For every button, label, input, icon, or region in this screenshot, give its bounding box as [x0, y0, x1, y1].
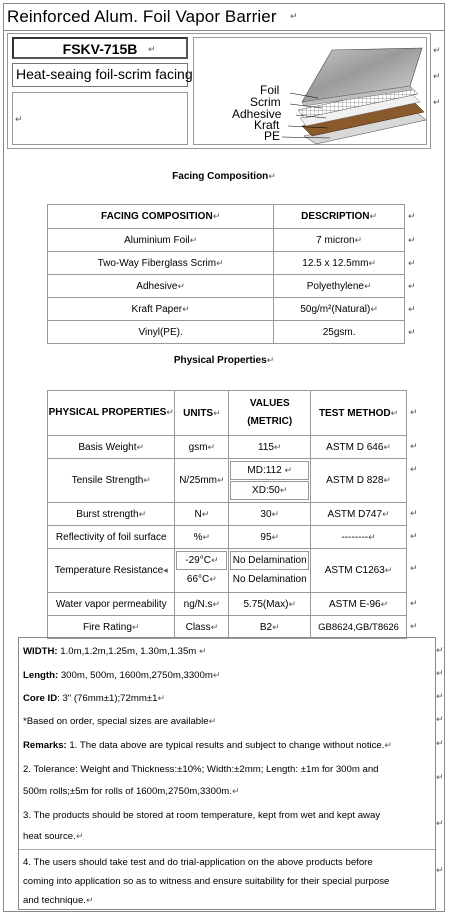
table-row — [48, 616, 407, 639]
cell-property: Basis Weight↵ — [48, 436, 175, 459]
page-title: Reinforced Alum. Foil Vapor Barrier — [7, 7, 277, 26]
cell-test-method: ASTM C1263↵ — [311, 549, 407, 593]
return-mark-icon: ↵ — [408, 212, 416, 222]
cell-unit — [175, 549, 229, 593]
spec-remarks: Remarks: 1. The data above are typical results and subject to change without notice.↵ — [23, 740, 392, 751]
spec-note-4-line-1: 4. The users should take test and do trial-application on the above products before — [23, 857, 373, 868]
cell-description: 25gsm. — [274, 321, 405, 344]
return-mark-icon: ↵ — [436, 819, 444, 829]
physical-section-label: Physical Properties — [173, 355, 267, 366]
spec-note-3-line-2: heat source.↵ — [23, 831, 84, 842]
cell-property: Reflectivity of foil surface — [48, 526, 175, 549]
return-mark-icon: ↵ — [15, 115, 23, 125]
col-header-property: PHYSICAL PROPERTIES↵ — [48, 391, 175, 436]
spec-note-4-line-3: and technique.↵ — [23, 895, 94, 906]
physical-properties-table — [47, 390, 407, 639]
col-header-facing: FACING COMPOSITION↵ — [48, 205, 274, 229]
table-row — [48, 229, 405, 252]
document-frame — [3, 3, 445, 912]
table-row — [48, 321, 405, 344]
cell-unit: %↵ — [175, 526, 229, 549]
return-mark-icon: ↵ — [148, 45, 156, 55]
sub-cell-high-result: No Delamination — [232, 574, 307, 585]
sub-cell-xd: XD:50↵ — [230, 481, 309, 500]
facing-section-label: Facing Composition — [172, 171, 269, 182]
physical-section-title: Physical Properties↵ — [173, 355, 275, 366]
cell-description: 50g/m²(Natural)↵ — [274, 298, 405, 321]
spec-note-2-line-1: 2. Tolerance: Weight and Thickness:±10%; Width:±2mm; Length: ±1m for 300m and — [23, 764, 379, 775]
return-mark-icon: ↵ — [436, 739, 444, 749]
cell-test-method: GB8624,GB/T8626 — [311, 616, 407, 639]
table-row — [48, 503, 407, 526]
return-mark-icon: ↵ — [408, 328, 416, 338]
sub-cell-low-result: No Delamination — [230, 551, 309, 570]
cell-unit: N/25mm↵ — [175, 459, 229, 503]
title-row — [4, 4, 444, 31]
spec-note-2-line-2: 500m rolls;±5m for rolls of 1600m,2750m,3300m.↵ — [23, 786, 240, 797]
return-mark-icon: ↵ — [433, 72, 441, 82]
cell-value — [229, 549, 311, 593]
layer-label-adhesive: Adhesive — [232, 107, 282, 121]
spec-core-id: Core ID: 3" (76mm±1);72mm±1↵ — [23, 693, 165, 704]
cell-property: Water vapor permeability — [48, 593, 175, 616]
return-mark-icon: ↵ — [410, 622, 418, 632]
return-mark-icon: ↵ — [408, 305, 416, 315]
return-mark-icon: ↵ — [290, 12, 298, 22]
spec-length: Length: 300m, 500m, 1600m,2750m,3300m↵ — [23, 670, 221, 681]
cell-property: Fire Rating↵ — [48, 616, 175, 639]
return-mark-icon: ↵ — [410, 509, 418, 519]
cell-test-method: ASTM E-96↵ — [311, 593, 407, 616]
cell-unit: ng/N.s↵ — [175, 593, 229, 616]
return-mark-icon: ↵ — [408, 236, 416, 246]
cell-test-method: ASTM D747↵ — [311, 503, 407, 526]
col-header-test-method: TEST METHOD↵ — [311, 391, 407, 436]
cell-value: B2↵ — [229, 616, 311, 639]
return-mark-icon: ↵ — [436, 692, 444, 702]
col-header-units: UNITS↵ — [175, 391, 229, 436]
cell-value: 5.75(Max)↵ — [229, 593, 311, 616]
layer-label-pe: PE — [264, 129, 281, 143]
col-header-values: VALUES (METRIC) — [229, 391, 311, 436]
return-mark-icon: ↵ — [410, 599, 418, 609]
sub-cell-high-temp: 66°C↵ — [186, 574, 217, 585]
layer-diagram — [194, 38, 426, 144]
product-code-box — [12, 37, 188, 59]
spec-divider — [19, 849, 435, 850]
facing-section-title: Facing Composition↵ — [172, 171, 276, 182]
return-mark-icon: ↵ — [410, 564, 418, 574]
cell-description: 12.5 x 12.5mm↵ — [274, 252, 405, 275]
cell-material: Aluminium Foil↵ — [48, 229, 274, 252]
product-code: FSKV-715B — [62, 41, 138, 57]
spec-width: WIDTH: 1.0m,1.2m,1.25m, 1.30m,1.35m ↵ — [23, 646, 207, 657]
cell-test-method: ASTM D 828↵ — [311, 459, 407, 503]
return-mark-icon: ↵ — [433, 98, 441, 108]
spec-note-4-line-2: coming into application so as to witness and ensure suitability for their special purpose — [23, 876, 390, 887]
table-row — [48, 459, 407, 503]
cell-property: Temperature Resistance◂ — [48, 549, 175, 593]
return-mark-icon: ↵ — [436, 866, 444, 876]
table-row — [48, 593, 407, 616]
cell-material: Vinyl(PE). — [48, 321, 274, 344]
spec-based-note: *Based on order, special sizes are available↵ — [23, 716, 217, 727]
table-header-row — [48, 205, 405, 229]
product-header — [7, 33, 441, 149]
cell-property: Burst strength↵ — [48, 503, 175, 526]
table-row — [48, 526, 407, 549]
cell-unit: Class↵ — [175, 616, 229, 639]
cell-test-method: --------↵ — [311, 526, 407, 549]
sub-cell-md: MD:112 ↵ — [230, 461, 309, 480]
table-row — [48, 298, 405, 321]
return-mark-icon: ↵ — [436, 773, 444, 783]
layer-label-foil: Foil — [260, 83, 280, 97]
return-mark-icon: ↵ — [410, 408, 418, 418]
return-mark-icon: ↵ — [436, 715, 444, 725]
return-mark-icon: ↵ — [436, 669, 444, 679]
return-mark-icon: ↵ — [408, 282, 416, 292]
sub-cell-low-temp: -29°C↵ — [176, 551, 227, 570]
return-mark-icon: ↵ — [408, 259, 416, 269]
subtitle-box — [12, 63, 193, 87]
specifications-box — [18, 637, 436, 910]
cell-value: 115↵ — [229, 436, 311, 459]
table-row — [48, 436, 407, 459]
cell-material: Two-Way Fiberglass Scrim↵ — [48, 252, 274, 275]
table-row — [48, 275, 405, 298]
cell-material: Adhesive↵ — [48, 275, 274, 298]
cell-material: Kraft Paper↵ — [48, 298, 274, 321]
layer-label-scrim: Scrim — [250, 95, 281, 109]
blank-cell — [12, 92, 188, 145]
cell-value: 30↵ — [229, 503, 311, 526]
cell-value: 95↵ — [229, 526, 311, 549]
cell-description: Polyethylene↵ — [274, 275, 405, 298]
cell-unit: N↵ — [175, 503, 229, 526]
product-subtitle: Heat-seaing foil-scrim facing — [16, 66, 193, 82]
table-row — [48, 549, 407, 593]
spec-note-3-line-1: 3. The products should be stored at room temperature, kept from wet and kept away — [23, 810, 381, 821]
cell-description: 7 micron↵ — [274, 229, 405, 252]
col-header-description: DESCRIPTION↵ — [274, 205, 405, 229]
cell-property: Tensile Strength↵ — [48, 459, 175, 503]
return-mark-icon: ↵ — [410, 465, 418, 475]
cell-unit: gsm↵ — [175, 436, 229, 459]
return-mark-icon: ↵ — [433, 46, 441, 56]
layer-label-kraft: Kraft — [254, 118, 280, 132]
return-mark-icon: ↵ — [436, 646, 444, 656]
return-mark-icon: ↵ — [410, 442, 418, 452]
facing-composition-table — [47, 204, 405, 344]
table-header-row — [48, 391, 407, 436]
table-row — [48, 252, 405, 275]
cell-test-method: ASTM D 646↵ — [311, 436, 407, 459]
layer-diagram-box — [193, 37, 427, 145]
cell-value — [229, 459, 311, 503]
return-mark-icon: ↵ — [410, 532, 418, 542]
